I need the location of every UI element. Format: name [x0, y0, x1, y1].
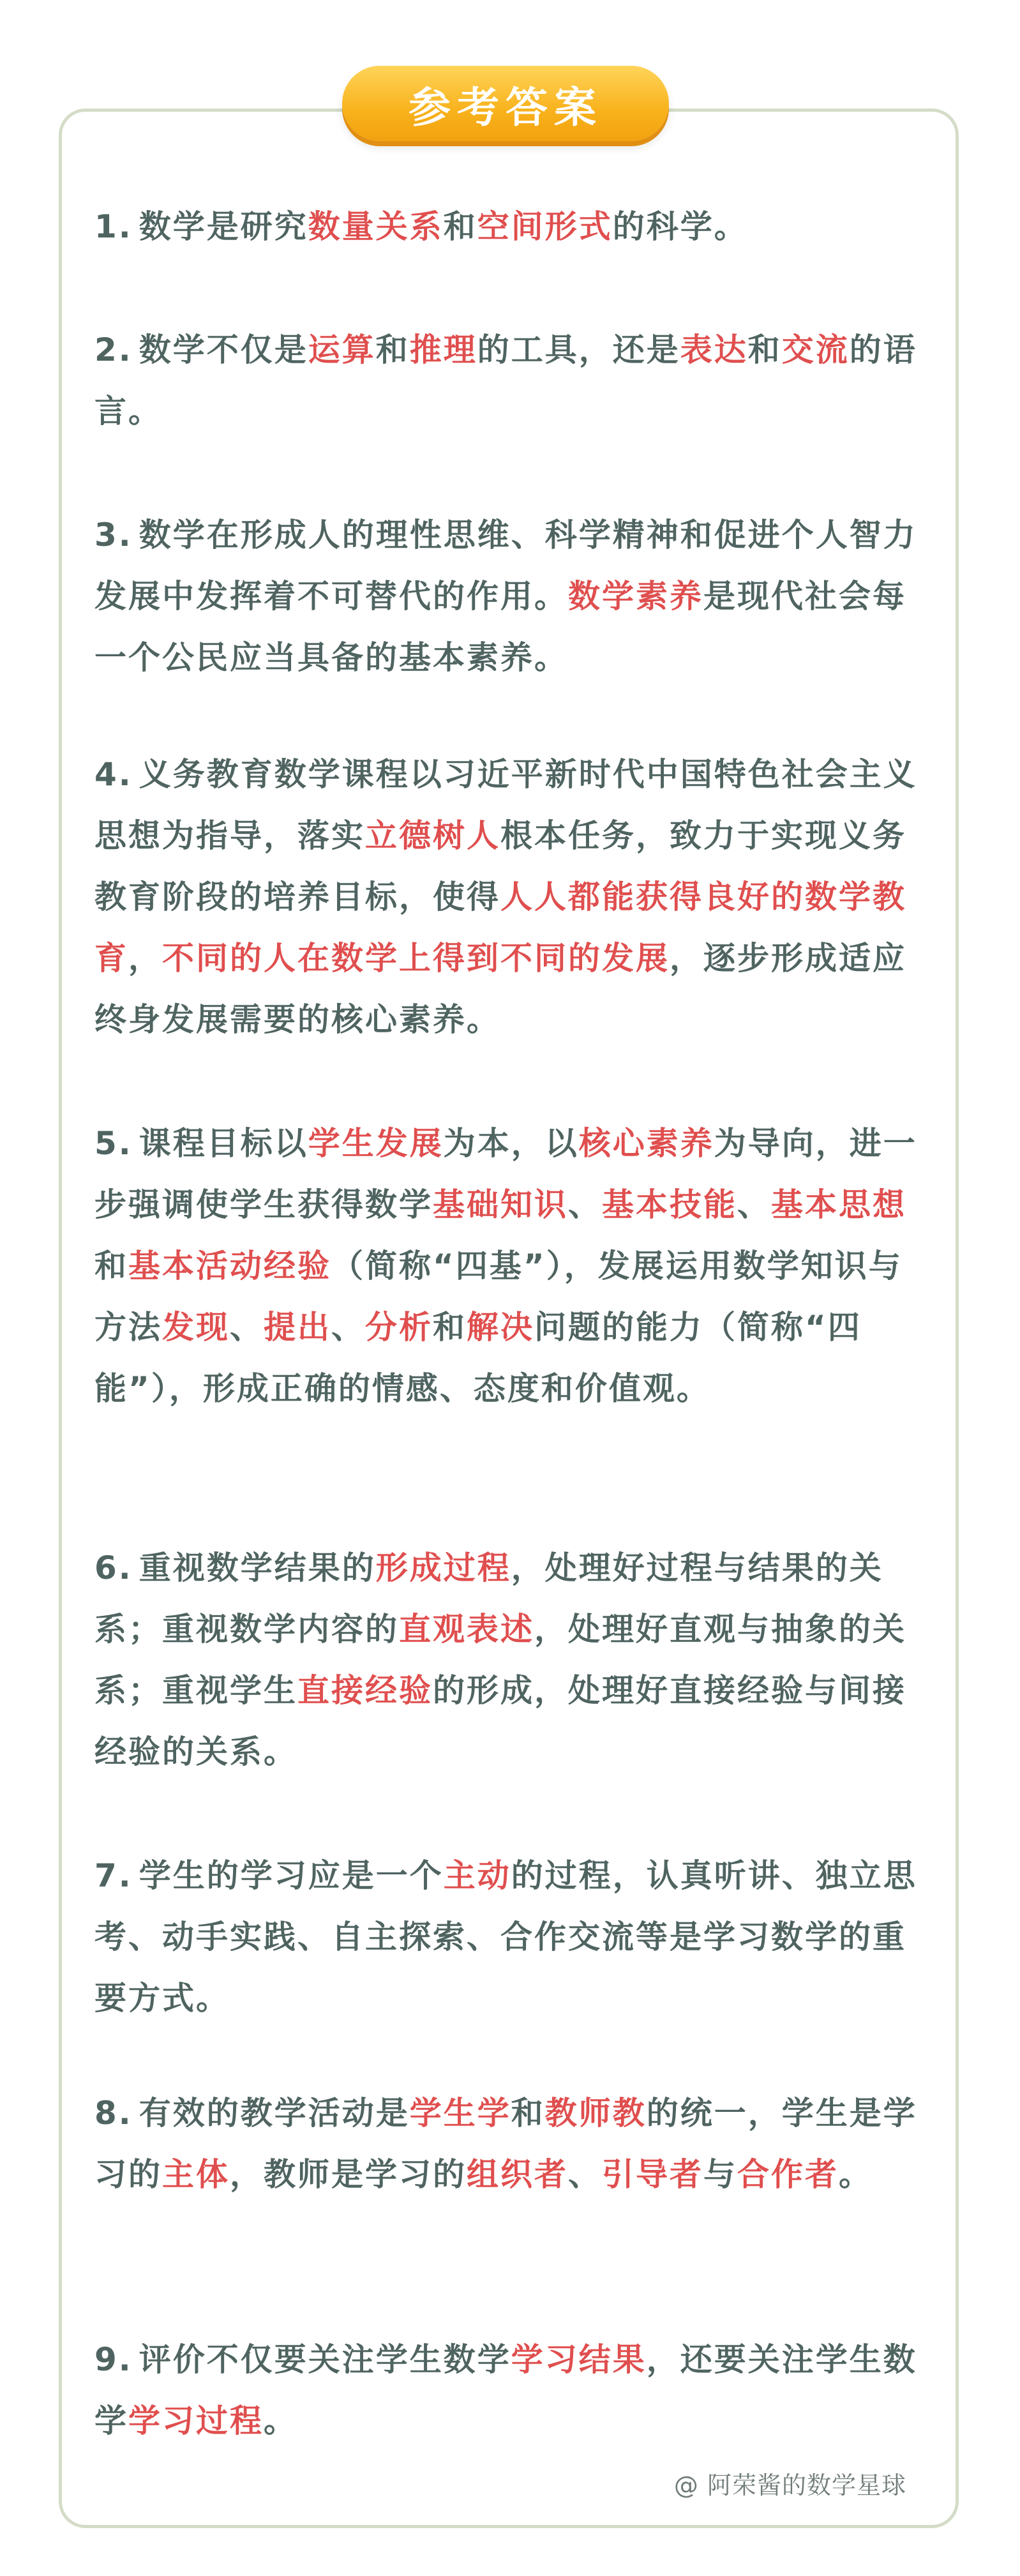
- highlight-term: 学生发展: [308, 1125, 444, 1162]
- item-text: 。: [264, 2402, 297, 2439]
- item-number: 1.: [94, 208, 133, 245]
- item-text: 、: [331, 1309, 365, 1346]
- highlight-term: 分析: [365, 1309, 433, 1346]
- item-text: 、: [568, 2156, 602, 2193]
- highlight-term: 立德树人: [365, 817, 500, 854]
- highlight-term: 组织者: [467, 2156, 568, 2193]
- item-text: 义务教育数学课程以习近平新时代中国特色社会主义思想为指导，落实: [94, 756, 917, 854]
- item-text: ，: [128, 940, 162, 977]
- item-text: 数学在形成人的理性思维、科学精神和促进个人智力发展中发挥着不可替代的作用。: [94, 516, 917, 615]
- item-text: 的形成，处理好直接经验与间接经验的关系。: [94, 1672, 906, 1770]
- item-text: 和: [375, 331, 410, 368]
- highlight-term: 直观表述: [399, 1611, 534, 1648]
- highlight-term: 主体: [162, 2156, 230, 2193]
- item-number: 2.: [94, 331, 133, 368]
- item-text: （简称“四基”），发展运用数学知识与方法: [94, 1247, 903, 1346]
- item-text: ，教师是学习的: [230, 2156, 467, 2193]
- highlight-term: 数学素养: [568, 578, 703, 615]
- highlight-term: 学生学: [409, 2095, 511, 2132]
- item-text: ，处理好过程与结果的关系；重视数学内容的: [94, 1549, 883, 1648]
- highlight-term: 学习结果: [511, 2341, 647, 2378]
- highlight-term: 基本思想: [771, 1186, 906, 1223]
- watermark-credit: @ 阿荣酱的数学星球: [673, 2471, 906, 2499]
- answer-item-8: [94, 2083, 924, 2205]
- item-text: 、: [568, 1186, 602, 1223]
- highlight-term: 基本技能: [602, 1186, 737, 1223]
- highlight-term: 运算: [308, 331, 376, 368]
- highlight-term: 直接经验: [297, 1672, 433, 1709]
- item-number: 5.: [94, 1125, 133, 1162]
- item-text: 和: [433, 1309, 467, 1346]
- answer-item-7: [94, 1845, 924, 2029]
- item-text: 评价不仅要关注学生数学: [139, 2341, 511, 2378]
- item-number: 6.: [94, 1549, 133, 1586]
- highlight-term: 教师教: [544, 2095, 647, 2132]
- highlight-term: 提出: [264, 1309, 331, 1346]
- highlight-term: 人人都能获得良好的数学教育: [94, 878, 906, 977]
- highlight-term: 不同的人在数学上得到不同的发展: [162, 940, 670, 977]
- highlight-term: 引导者: [602, 2156, 703, 2193]
- item-text: 和: [94, 1247, 128, 1284]
- item-text: 的统一，学生是学习的: [94, 2095, 917, 2193]
- answer-item-1: [94, 196, 924, 257]
- highlight-term: 基础知识: [433, 1186, 568, 1223]
- item-text: 有效的教学活动是: [139, 2095, 410, 2132]
- highlight-term: 学习过程: [128, 2402, 264, 2439]
- item-text: ，处理好直观与抽象的关系；重视学生: [94, 1611, 906, 1709]
- item-text: 和: [511, 2095, 545, 2132]
- item-text: 和: [443, 208, 477, 245]
- answer-item-6: [94, 1537, 924, 1782]
- item-text: 为导向，进一步强调使学生获得数学: [94, 1125, 917, 1223]
- item-text: 、: [737, 1186, 771, 1223]
- highlight-term: 解决: [467, 1309, 534, 1346]
- title-text: 参考答案: [409, 82, 603, 132]
- title-badge: [342, 66, 669, 141]
- item-text: 数学不仅是: [139, 331, 308, 368]
- highlight-term: 发现: [162, 1309, 230, 1346]
- answer-item-2: [94, 319, 924, 442]
- item-text: 为本，以: [443, 1125, 579, 1162]
- item-text: 的过程，认真听讲、独立思考、动手实践、自主探索、合作交流等是学习数学的重要方式。: [94, 1857, 917, 2017]
- item-number: 7.: [94, 1857, 133, 1894]
- item-text: 与: [703, 2156, 737, 2193]
- item-text: 重视数学结果的: [139, 1549, 376, 1586]
- item-text: 。: [839, 2156, 873, 2193]
- item-text: 的工具，还是: [477, 331, 680, 368]
- item-text: 学生的学习应是一个: [139, 1857, 444, 1894]
- item-text: 是现代社会每一个公民应当具备的基本素养。: [94, 578, 906, 676]
- highlight-term: 空间形式: [477, 208, 613, 245]
- item-number: 8.: [94, 2095, 133, 2132]
- item-text: ，逐步形成适应终身发展需要的核心素养。: [94, 940, 906, 1038]
- highlight-term: 数量关系: [308, 208, 444, 245]
- item-number: 9.: [94, 2341, 133, 2378]
- item-text: ，还要关注学生数学: [94, 2341, 917, 2439]
- item-text: 问题的能力（简称“四能”），形成正确的情感、态度和价值观。: [94, 1309, 862, 1407]
- item-text: 和: [747, 331, 782, 368]
- answer-item-5: [94, 1113, 924, 1419]
- highlight-term: 交流: [781, 331, 850, 368]
- answer-item-4: [94, 744, 924, 1050]
- item-number: 3.: [94, 516, 133, 554]
- highlight-term: 表达: [680, 331, 748, 368]
- item-text: 的科学。: [612, 208, 748, 245]
- highlight-term: 形成过程: [375, 1549, 511, 1586]
- highlight-term: 主动: [443, 1857, 511, 1894]
- item-text: 数学是研究: [139, 208, 308, 245]
- item-text: 根本任务，致力于实现义务教育阶段的培养目标，使得: [94, 817, 906, 915]
- item-number: 4.: [94, 756, 133, 793]
- item-text: 的语言。: [94, 331, 917, 430]
- answer-item-3: [94, 504, 924, 688]
- item-text: 课程目标以: [139, 1125, 308, 1162]
- highlight-term: 推理: [409, 331, 477, 368]
- highlight-term: 基本活动经验: [128, 1247, 331, 1284]
- answer-item-9: [94, 2329, 924, 2452]
- highlight-term: 合作者: [737, 2156, 839, 2193]
- highlight-term: 核心素养: [578, 1125, 714, 1162]
- item-text: 、: [230, 1309, 264, 1346]
